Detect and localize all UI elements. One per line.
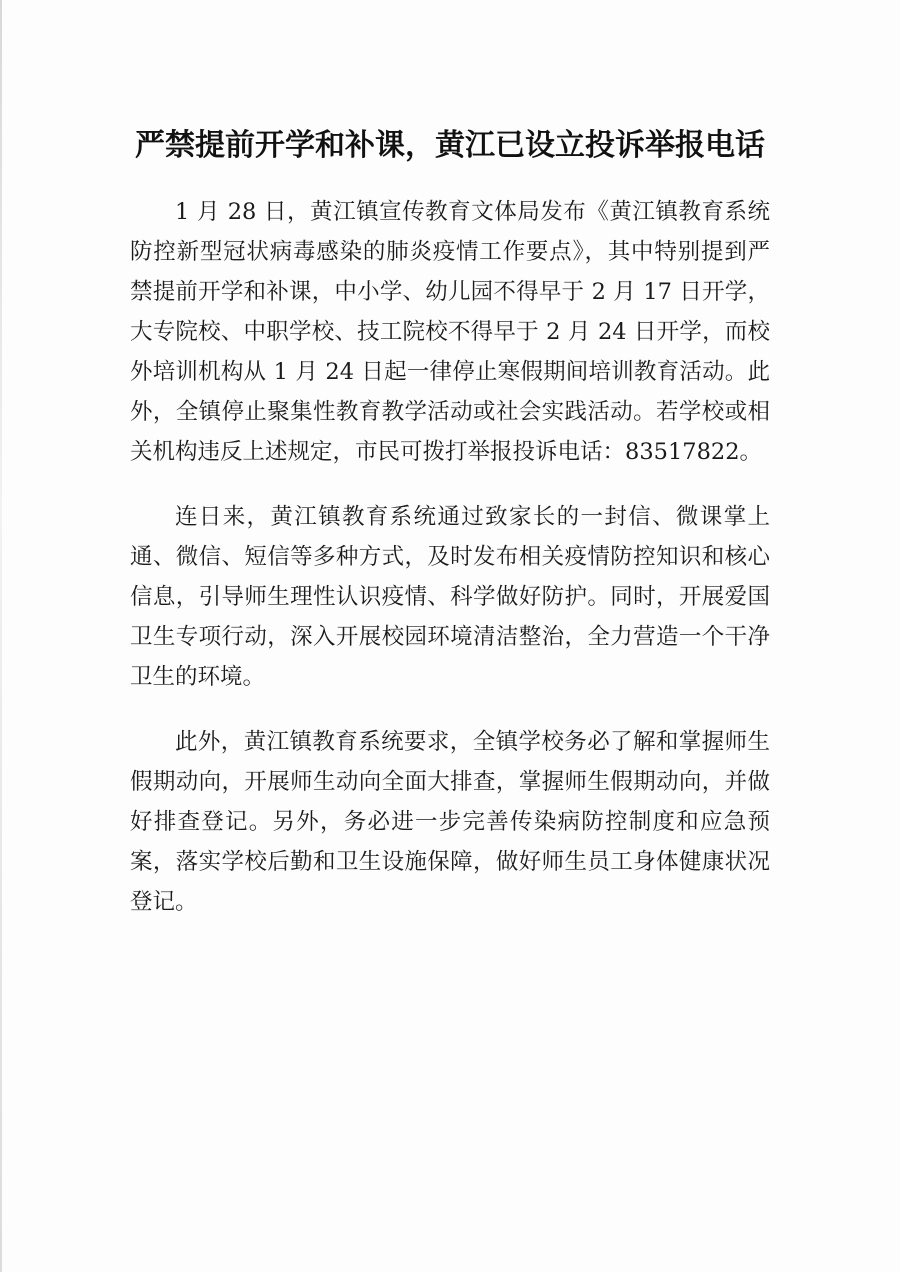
scan-edge xyxy=(0,0,2,1272)
paragraph-2: 连日来，黄江镇教育系统通过致家长的一封信、微课掌上通、微信、短信等多种方式，及时发布相关疫情防控知识和核心信息，引导师生理性认识疫情、科学做好防护。同时，开展爱国卫生专项行动，深入开展校园环境清洁整治，全力营造一个干净卫生的环境。 xyxy=(130,504,770,690)
document-body xyxy=(130,192,770,947)
document-title: 严禁提前开学和补课，黄江已设立投诉举报电话 xyxy=(135,128,765,164)
paragraph-3: 此外，黄江镇教育系统要求，全镇学校务必了解和掌握师生假期动向，开展师生动向全面大排查，掌握师生假期动向，并做好排查登记。另外，务必进一步完善传染病防控制度和应急预案，落实学校后勤和卫生设施保障，做好师生员工身体健康状况登记。 xyxy=(130,729,770,915)
paragraph-1: 1 月 28 日，黄江镇宣传教育文体局发布《黄江镇教育系统防控新型冠状病毒感染的肺炎疫情工作要点》，其中特别提到严禁提前开学和补课，中小学、幼儿园不得早于 2 月 17 日开学，大专院校、中职学校、技工院校不得早于 2 月 24 日开学，而校外培训机构从 1 月 24 日起一律停止寒假期间培训教育活动。此外，全镇停止聚集性教育教学活动或社会实践活动。若学校或相关机构违反上述规定，市民可拨打举报投诉电话：83517822。 xyxy=(130,199,770,465)
